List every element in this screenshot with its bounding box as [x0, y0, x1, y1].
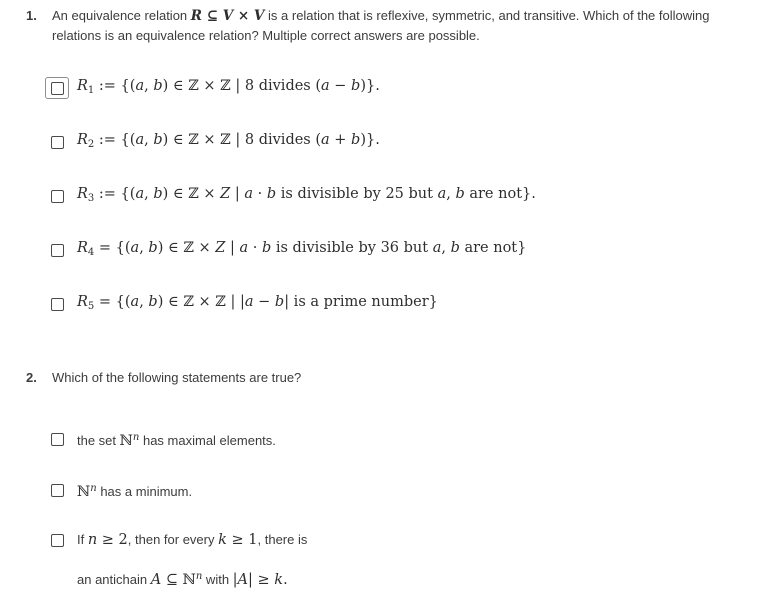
option-label: If n ≥ 2, then for every k ≥ 1, there is: [77, 532, 308, 548]
question-block-2: [26, 368, 760, 615]
checkbox[interactable]: [51, 484, 64, 497]
option-label: R5 = {(a, b) ∈ ℤ × ℤ | |a − b| is a prime number}: [77, 294, 438, 312]
checkbox[interactable]: [51, 82, 64, 95]
option-label: R3 := {(a, b) ∈ ℤ × Z | a · b is divisible by 25 but a, b are not}.: [77, 186, 536, 204]
question-block-1: [26, 6, 760, 345]
question-number: 2.: [26, 370, 37, 385]
checkbox-focus-ring: [45, 77, 69, 99]
option-label: R4 = {(a, b) ∈ ℤ × Z | a · b is divisible by 36 but a, b are not}: [77, 240, 527, 258]
options-list-2: [45, 427, 760, 591]
checkbox[interactable]: [51, 433, 64, 446]
checkbox[interactable]: [51, 136, 64, 149]
checkbox[interactable]: [51, 298, 64, 311]
option-label: the set ℕ$^n$ has maximal elements.: [77, 432, 276, 449]
checkbox-focus-ring: [45, 239, 69, 261]
checkbox[interactable]: [51, 244, 64, 257]
question-prompt: Which of the following statements are true?: [52, 370, 302, 385]
checkbox-focus-ring: [45, 131, 69, 153]
options-list-1: [45, 75, 760, 317]
checkbox-focus-ring: [45, 293, 69, 315]
question-2-header: [26, 368, 760, 387]
answer-option: [45, 529, 760, 591]
checkbox[interactable]: [51, 190, 64, 203]
option-label: ℕ$^n$ has a minimum.: [77, 483, 193, 500]
checkbox-focus-ring: [45, 185, 69, 207]
answer-option: [45, 237, 760, 263]
question-number: 1.: [26, 8, 37, 23]
answer-option: [45, 427, 760, 452]
checkbox[interactable]: [51, 534, 64, 547]
option-label: R2 := {(a, b) ∈ ℤ × ℤ | 8 divides (a + b)}.: [77, 132, 380, 150]
option-label: R1 := {(a, b) ∈ ℤ × ℤ | 8 divides (a − b)}.: [77, 78, 380, 96]
checkbox-focus-ring: [45, 529, 69, 551]
question-1-header: [26, 6, 760, 45]
answer-option: [45, 478, 760, 503]
answer-option: [45, 129, 760, 155]
question-prompt: An equivalence relation R ⊆ V × V is a relation that is reflexive, symmetric, and transitive. Which of the following relations is an equivalence relation? Multiple correct answers are possible.: [52, 8, 710, 43]
option-label-lines: [77, 529, 307, 591]
answer-option: [45, 75, 760, 101]
answer-option: [45, 291, 760, 317]
checkbox-focus-ring: [45, 480, 69, 502]
checkbox-focus-ring: [45, 429, 69, 451]
answer-option: [45, 183, 760, 209]
option-label-line-2: an antichain A ⊆ ℕ$^n$ with |A| ≥ k.: [77, 571, 288, 588]
